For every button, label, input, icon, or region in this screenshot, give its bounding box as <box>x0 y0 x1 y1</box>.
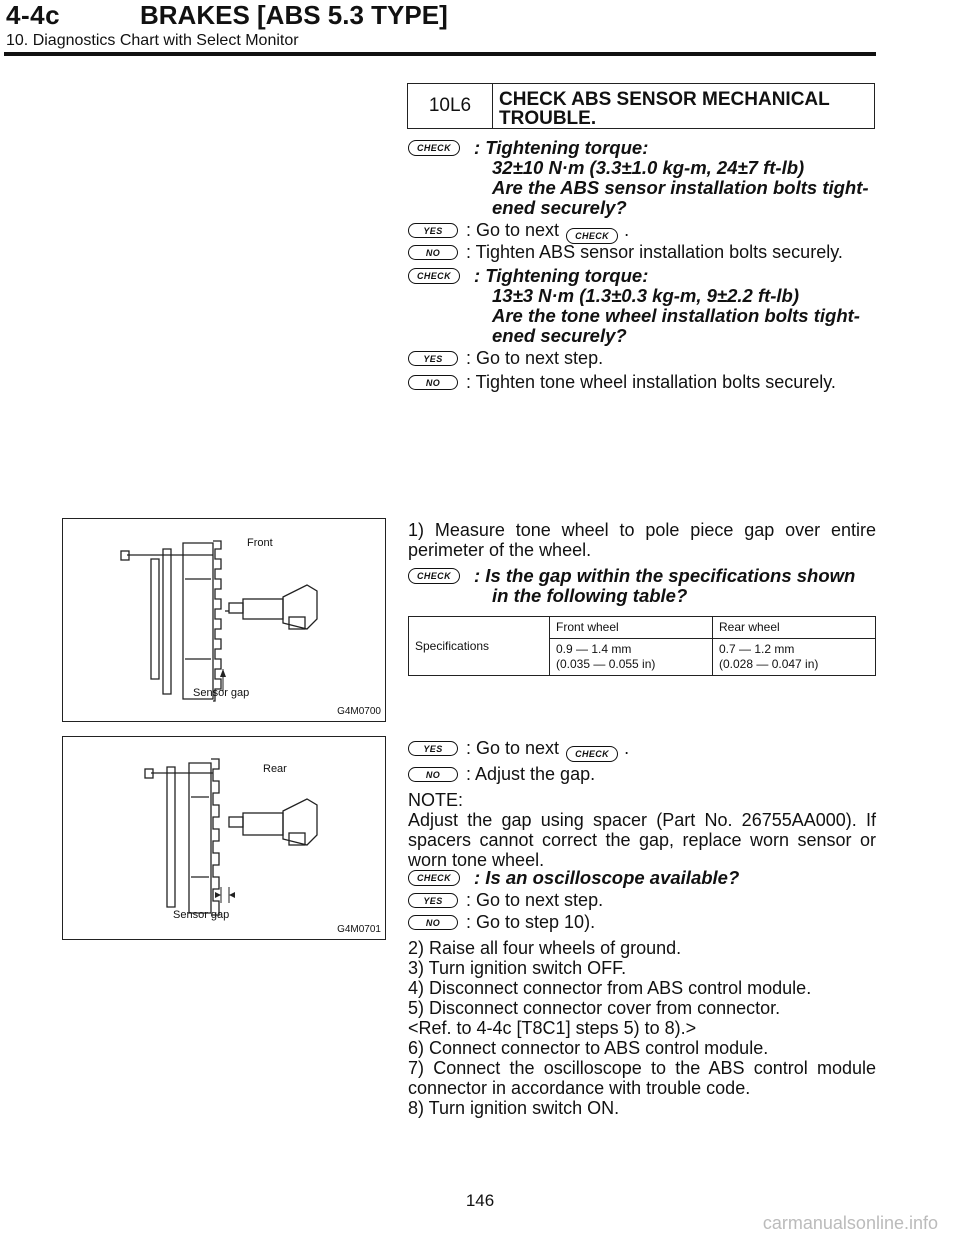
no-answer-2: : Tighten tone wheel installation bolts securely. <box>466 372 836 392</box>
no-icon: NO <box>408 767 458 782</box>
front-label: Front <box>247 537 273 549</box>
yes-answer-2: : Go to next step. <box>466 348 604 368</box>
yes-icon: YES <box>408 741 458 756</box>
no-icon: NO <box>408 915 458 930</box>
watermark: carmanualsonline.info <box>762 1213 938 1233</box>
procedure-step: 4) Disconnect connector from ABS control module. <box>408 978 812 998</box>
no-answer-4: : Go to step 10). <box>466 912 596 932</box>
rear-sensor-illustration <box>63 737 384 938</box>
yes-icon: YES <box>408 351 458 366</box>
check-row-sensor-bolts <box>408 138 869 218</box>
check-icon: CHECK <box>408 870 460 886</box>
rear-figure-code: G4M0701 <box>337 924 381 935</box>
spec-front-value: 0.9 — 1.4 mm (0.035 — 0.055 in) <box>550 639 713 676</box>
no-row-2 <box>408 372 836 392</box>
check-row-tone-wheel-bolts <box>408 266 860 346</box>
no-answer-3: : Adjust the gap. <box>466 764 596 784</box>
spec-col-front: Front wheel <box>550 617 713 639</box>
section-subtitle: 10. Diagnostics Chart with Select Monitor <box>6 32 299 49</box>
gap-specifications-table <box>408 616 876 676</box>
spec-col-rear: Rear wheel <box>713 617 876 639</box>
no-icon: NO <box>408 375 458 390</box>
no-row-3 <box>408 764 595 784</box>
page-number: 146 <box>465 1191 495 1210</box>
no-answer-1: : Tighten ABS sensor installation bolts securely. <box>466 242 843 262</box>
check-question-oscilloscope: : Is an oscilloscope available? <box>474 867 740 888</box>
procedure-step-ref: <Ref. to 4-4c [T8C1] steps 5) to 8).> <box>408 1018 697 1038</box>
yes-row-2 <box>408 348 603 368</box>
header-rule <box>4 52 876 56</box>
check-icon: CHECK <box>408 140 460 156</box>
section-title: BRAKES [ABS 5.3 TYPE] <box>140 0 448 30</box>
figure-rear-sensor-gap <box>62 736 386 940</box>
step-number: 10L6 <box>408 84 493 128</box>
check-question-sensor-bolts: : Tightening torque: 32±10 N·m (3.3±1.0 kg-m, 24±7 ft-lb) Are the ABS sensor installation bolts tight- ened securely? <box>474 137 869 218</box>
procedure-step: 6) Connect connector to ABS control module. <box>408 1038 769 1058</box>
front-sensor-gap-label: Sensor gap <box>193 687 250 699</box>
yes-row-4 <box>408 890 603 910</box>
yes-answer-1: : Go to next CHECK . <box>466 220 629 244</box>
check-question-gap: : Is the gap within the specifications shown in the following table? <box>474 565 856 606</box>
procedure-step: 7) Connect the oscilloscope to the ABS control module connector in accordance with trouble code. <box>408 1058 876 1098</box>
step-header-box <box>407 83 875 129</box>
check-icon: CHECK <box>408 268 460 284</box>
note-label: NOTE: <box>408 790 464 810</box>
yes-row-3 <box>408 738 629 762</box>
procedure-step: 5) Disconnect connector cover from connector. <box>408 998 781 1018</box>
check-row-gap <box>408 566 855 606</box>
check-question-tone-wheel-bolts: : Tightening torque: 13±3 N·m (1.3±0.3 kg-m, 9±2.2 ft-lb) Are the tone wheel installation bolts tight- ened securely? <box>474 265 860 346</box>
yes-row-1 <box>408 220 629 244</box>
figure-front-sensor-gap <box>62 518 386 722</box>
no-row-1 <box>408 242 843 262</box>
check-icon: CHECK <box>566 746 618 762</box>
check-icon: CHECK <box>566 228 618 244</box>
no-row-4 <box>408 912 595 932</box>
rear-sensor-gap-label: Sensor gap <box>173 909 230 921</box>
front-figure-code: G4M0700 <box>337 706 381 717</box>
yes-answer-4: : Go to next step. <box>466 890 604 910</box>
note-text: Adjust the gap using spacer (Part No. 26755AA000). If spacers cannot correct the gap, replace worn sensor or worn tone wheel. <box>408 810 876 870</box>
check-row-oscilloscope <box>408 868 739 888</box>
yes-icon: YES <box>408 893 458 908</box>
no-icon: NO <box>408 245 458 260</box>
check-icon: CHECK <box>408 568 460 584</box>
procedure-steps <box>408 938 876 1118</box>
spec-row-label: Specifications <box>409 617 550 676</box>
procedure-step: 3) Turn ignition switch OFF. <box>408 958 627 978</box>
rear-label: Rear <box>263 763 287 775</box>
procedure-step: 2) Raise all four wheels of ground. <box>408 938 682 958</box>
step-1-text: 1) Measure tone wheel to pole piece gap over entire perimeter of the wheel. <box>408 520 876 560</box>
spec-rear-value: 0.7 — 1.2 mm (0.028 — 0.047 in) <box>713 639 876 676</box>
yes-answer-3: : Go to next CHECK . <box>466 738 629 762</box>
step-title: CHECK ABS SENSOR MECHANICAL TROUBLE. <box>499 89 830 129</box>
procedure-step: 8) Turn ignition switch ON. <box>408 1098 620 1118</box>
yes-icon: YES <box>408 223 458 238</box>
section-code: 4-4c <box>6 0 61 30</box>
